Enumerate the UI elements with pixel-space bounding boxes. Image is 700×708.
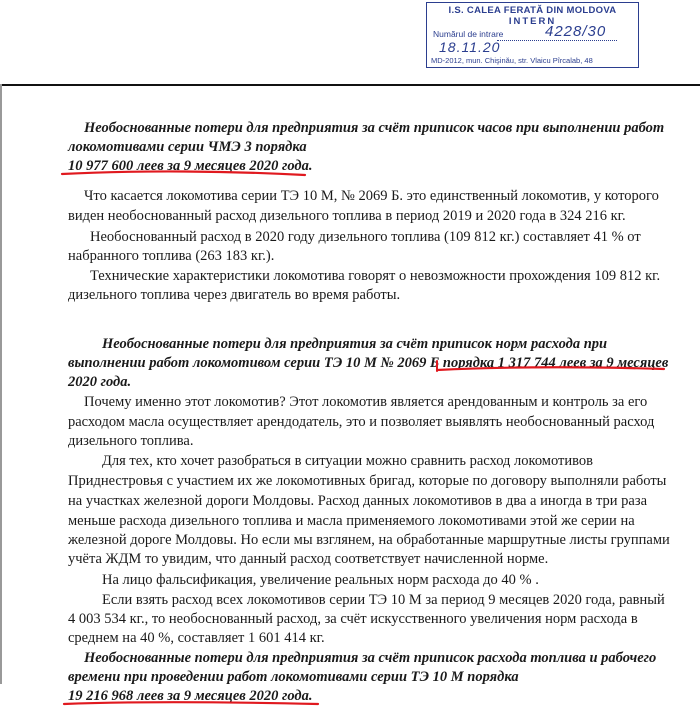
- header-divider: [0, 84, 700, 86]
- body1-line: набранного топлива (263 183 кг.).: [68, 248, 275, 264]
- body2-line: учёта ЖДМ то увидим, что данный расход соответствует начисленной норме.: [68, 551, 549, 567]
- heading1-line1: Необоснованные потери для предприятия за счёт приписок часов при выполнении работ: [84, 120, 665, 136]
- stamp-dept: INTERN: [508, 16, 557, 27]
- stamp-date: 18.11.20: [439, 39, 501, 55]
- body1-line: Что касается локомотива серии ТЭ 10 М, № 2069 Б. это единственный локомотив, у которого: [84, 188, 659, 204]
- body2-line: На лицо фальсификация, увеличение реальных норм расхода до 40 % .: [102, 572, 539, 588]
- body2-line: среднем на 40 %, составляет 1 601 414 кг.: [68, 630, 325, 646]
- heading3-line1: Необоснованные потери для предприятия за счёт приписок расхода топлива и рабочего: [84, 650, 657, 666]
- registration-stamp: [426, 2, 639, 68]
- heading1-line2: локомотивами серии ЧМЭ 3 порядка: [68, 139, 307, 155]
- stamp-dotted-line: [497, 40, 617, 41]
- heading3-line2: времени при проведении работ локомотивами серии ТЭ 10 М порядка: [68, 669, 519, 685]
- scan-edge: [0, 84, 6, 684]
- heading2-line1: Необоснованные потери для предприятия за счёт приписок норм расхода при: [102, 336, 608, 352]
- body2-line: Почему именно этот локомотив? Этот локомотив является арендованным и контроль за его: [84, 394, 648, 410]
- body1-line: виден необоснованный расход дизельного топлива в период 2019 и 2020 года в 324 216 кг.: [68, 208, 626, 224]
- body2-line: Если взять расход всех локомотивов серии ТЭ 10 М за период 9 месяцев 2020 года, равный: [102, 592, 665, 608]
- body2-line: Приднестровья с участием их же локомотивных бригад, которые по договору выполняли работы: [68, 473, 667, 489]
- body1-line: Технические характеристики локомотива говорят о невозможности прохождения 109 812 кг.: [90, 268, 661, 284]
- body2-line: меньше расхода дизельного топлива и масла применяемого локомотивами этой же серии на: [68, 513, 635, 529]
- stamp-address: MD-2012, mun. Chişinău, str. Vlaicu Pîrcalab, 48: [431, 56, 593, 65]
- body2-line: 4 003 534 кг., то необоснованный расход, за счёт искусственного увеличения норм расхода в: [68, 611, 638, 627]
- body2-line: дизельного топлива.: [68, 433, 194, 449]
- heading1-amount: 10 977 600 леев за 9 месяцев 2020 года.: [68, 158, 313, 174]
- stamp-reg-number: 4228/30: [545, 23, 607, 40]
- heading2-amount: 1 317 744 леев за 9 месяцев: [497, 355, 669, 371]
- body2-line: расходом масла осуществляет арендодатель, это и позволяет выявлять необоснованный расход: [68, 414, 655, 430]
- body2-line: Для тех, кто хочет разобраться в ситуации можно сравнить расход локомотивов: [102, 453, 593, 469]
- body1-line: дизельного топлива через двигатель во время работы.: [68, 287, 401, 303]
- body2-line: на участках железной дороги Молдовы. Расход данных локомотивов в два а иногда в три раза: [68, 493, 648, 509]
- heading2-line2: [68, 353, 668, 373]
- body2-line: железной дороге Молдовы. Но если мы взглянем, на обработанные маршрутные листы группами: [68, 532, 670, 548]
- heading2-line3: 2020 года.: [68, 374, 132, 390]
- heading3-amount: 19 216 968 леев за 9 месяцев 2020 года.: [68, 688, 313, 704]
- stamp-org: I.S. CALEA FERATĂ DIN MOLDOVA: [448, 5, 617, 16]
- body1-line: Необоснованный расход в 2020 году дизельного топлива (109 812 кг.) составляет 41 % от: [90, 229, 641, 245]
- heading2-line2-text: выполнении работ локомотивом серии ТЭ 10 М № 2069 Б порядка: [68, 355, 498, 371]
- stamp-reg-label: Numărul de intrare: [433, 29, 504, 39]
